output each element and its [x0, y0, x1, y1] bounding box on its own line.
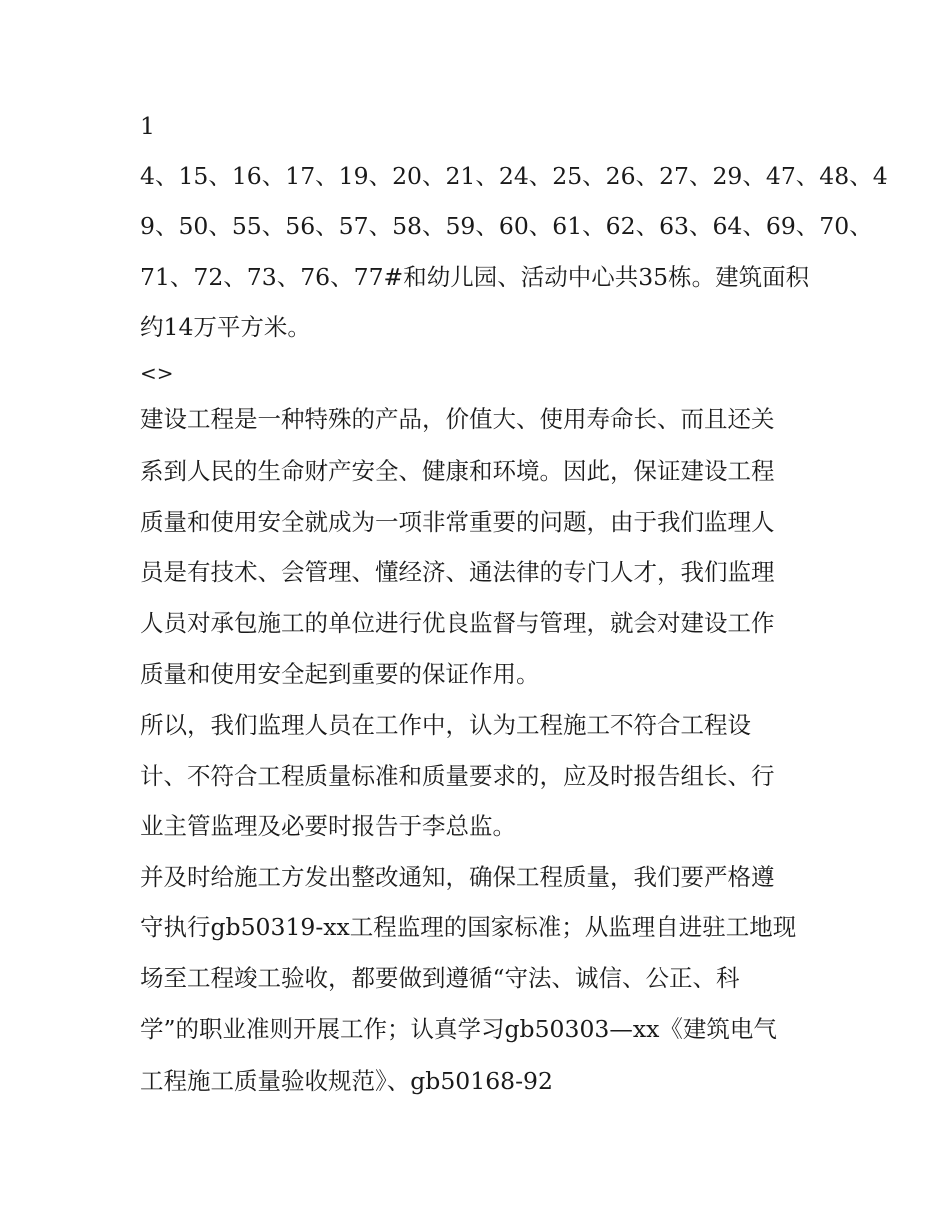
text-line: 学”的职业准则开展工作；认真学习gb50303—xx《建筑电气	[140, 1015, 777, 1043]
text-line: 约14万平方米。	[140, 313, 311, 341]
text-line: 守执行gb50319-xx工程监理的国家标准；从监理自进驻工地现	[140, 913, 797, 941]
text-line: 业主管监理及必要时报告于李总监。	[140, 812, 516, 840]
text-line: 场至工程竣工验收，都要做到遵循“守法、诚信、公正、科	[140, 964, 740, 992]
text-line: 9、50、55、56、57、58、59、60、61、62、63、64、69、70、	[140, 212, 873, 240]
text-line: 员是有技术、会管理、懂经济、通法律的专门人才，我们监理	[140, 558, 775, 586]
text-line: 建设工程是一种特殊的产品，价值大、使用寿命长、而且还关	[140, 405, 775, 433]
text-line: 工程施工质量验收规范》、gb50168-92	[140, 1067, 553, 1095]
text-line: 71、72、73、76、77#和幼儿园、活动中心共35栋。建筑面积	[140, 263, 810, 291]
text-line: 质量和使用安全起到重要的保证作用。	[140, 660, 540, 688]
text-line: 所以，我们监理人员在工作中，认为工程施工不符合工程设	[140, 711, 751, 739]
page-number-fragment: 1	[140, 112, 155, 140]
text-line: 并及时给施工方发出整改通知，确保工程质量，我们要严格遵	[140, 863, 775, 891]
text-line: 4、15、16、17、19、20、21、24、25、26、27、29、47、48、4	[140, 162, 888, 190]
placeholder-marker: <>	[140, 361, 174, 385]
text-line: 人员对承包施工的单位进行优良监督与管理，就会对建设工作	[140, 609, 775, 637]
text-line: 质量和使用安全就成为一项非常重要的问题，由于我们监理人	[140, 508, 775, 536]
text-line: 系到人民的生命财产安全、健康和环境。因此，保证建设工程	[140, 457, 775, 485]
text-line: 计、不符合工程质量标准和质量要求的，应及时报告组长、行	[140, 762, 775, 790]
